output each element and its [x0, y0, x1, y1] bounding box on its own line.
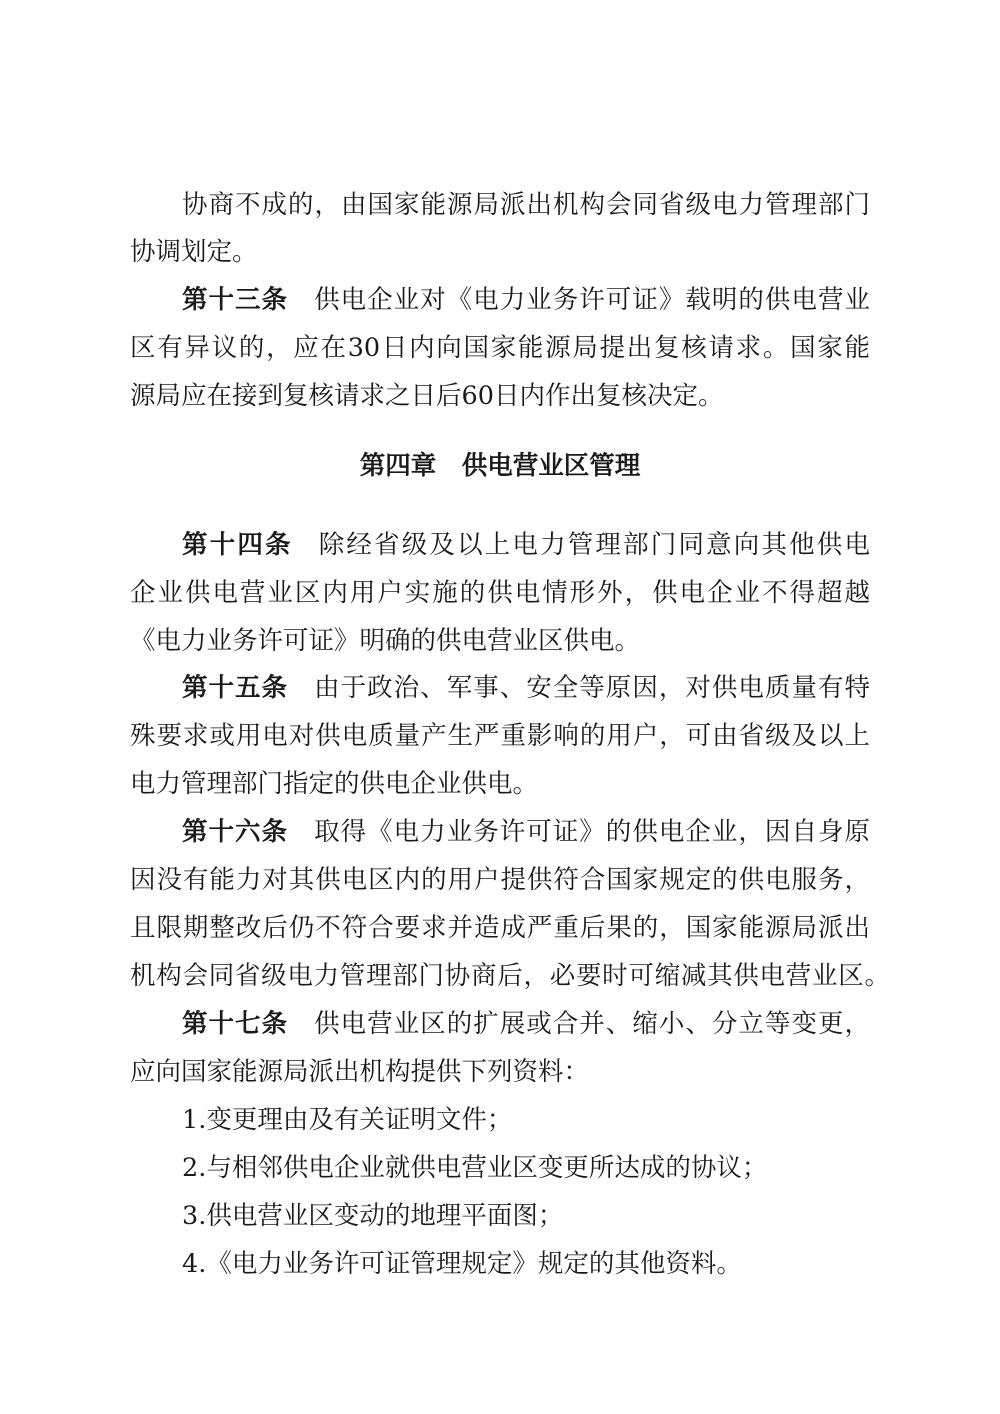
list-item: 4.《电力业务许可证管理规定》规定的其他资料。: [182, 1249, 742, 1279]
paragraph-text: 除经省级及以上电力管理部门同意向其他供电: [318, 530, 870, 560]
list-item: 2.与相邻供电企业就供电营业区变更所达成的协议；: [182, 1153, 768, 1183]
paragraph-text: 供电企业对《电力业务许可证》载明的供电营业: [314, 285, 870, 315]
paragraph-line: 且限期整改后仍不符合要求并造成严重后果的，国家能源局派出: [130, 913, 870, 943]
article-17-first-line: [182, 1004, 870, 1044]
paragraph-line: 协调划定。: [130, 237, 258, 267]
article-title: 第十五条: [182, 673, 289, 703]
article-title: 第十四条: [182, 530, 293, 560]
paragraph-line: 电力管理部门指定的供电企业供电。: [130, 769, 539, 799]
article-title: 第十六条: [182, 817, 289, 847]
paragraph-line: 源局应在接到复核请求之日后60日内作出复核决定。: [130, 381, 724, 411]
paragraph-line: 因没有能力对其供电区内的用户提供符合国家规定的供电服务，: [130, 865, 870, 895]
list-item: 1.变更理由及有关证明文件；: [182, 1105, 513, 1135]
paragraph-line: 企业供电营业区内用户实施的供电情形外，供电企业不得超越: [130, 578, 870, 608]
article-15-first-line: [182, 668, 870, 708]
paragraph-line: 协商不成的，由国家能源局派出机构会同省级电力管理部门: [182, 190, 870, 220]
article-13-first-line: [182, 280, 870, 320]
paragraph-line: 机构会同省级电力管理部门协商后，必要时可缩减其供电营业区。: [130, 961, 890, 991]
paragraph-line: 应向国家能源局派出机构提供下列资料：: [130, 1057, 590, 1087]
paragraph-line: 殊要求或用电对供电质量产生严重影响的用户，可由省级及以上: [130, 721, 870, 751]
paragraph-text: 供电营业区的扩展或合并、缩小、分立等变更，: [314, 1009, 870, 1039]
article-16-first-line: [182, 812, 870, 852]
paragraph-line: 区有异议的，应在30日内向国家能源局提出复核请求。国家能: [130, 333, 870, 363]
article-title: 第十七条: [182, 1009, 289, 1039]
paragraph-line: 《电力业务许可证》明确的供电营业区供电。: [130, 626, 641, 656]
article-14-first-line: [182, 525, 870, 565]
chapter-heading: 第四章 供电营业区管理: [359, 451, 641, 481]
list-item: 3.供电营业区变动的地理平面图；: [182, 1201, 564, 1231]
paragraph-text: 取得《电力业务许可证》的供电企业，因自身原: [314, 817, 870, 847]
paragraph-text: 由于政治、军事、安全等原因，对供电质量有特: [314, 673, 870, 703]
article-title: 第十三条: [182, 285, 289, 315]
